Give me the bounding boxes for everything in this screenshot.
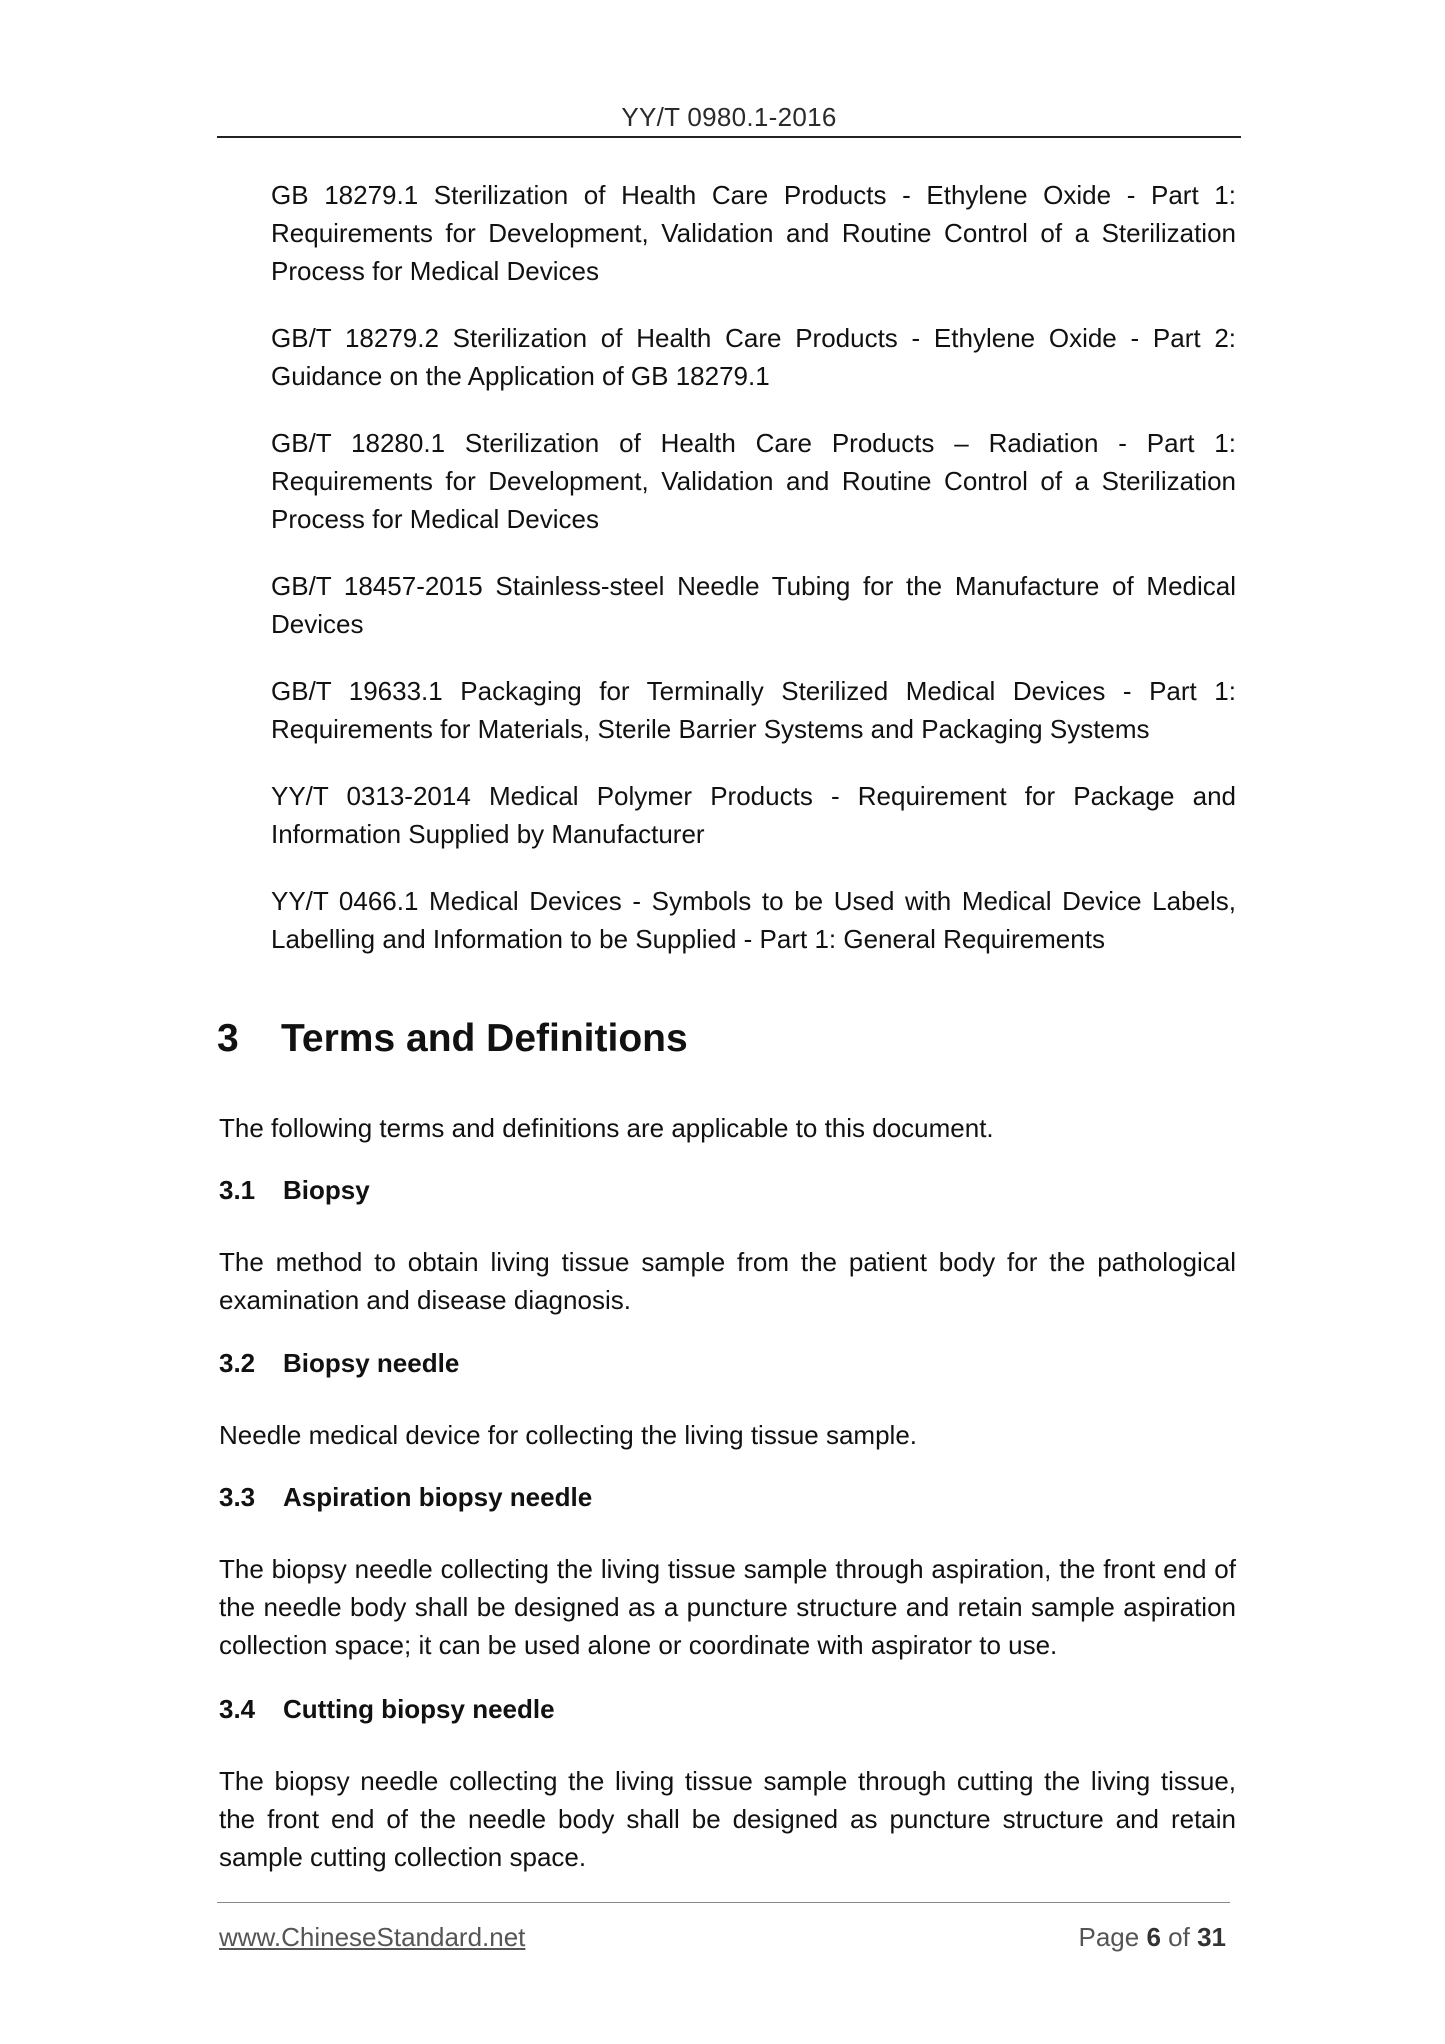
term-number: 3.1: [219, 1175, 256, 1205]
section-intro: The following terms and definitions are applicable to this document.: [219, 1113, 994, 1143]
reference-item: YY/T 0466.1 Medical Devices - Symbols to be Used with Medical Device Labels, Labelling and Information to be Supplied - Part 1: General Requirements: [271, 886, 1236, 954]
section-number: 3: [217, 1017, 239, 1060]
term-heading: [219, 1175, 370, 1206]
page-total: 31: [1197, 1922, 1226, 1952]
page-prefix: Page: [1078, 1922, 1140, 1952]
reference-item: GB/T 19633.1 Packaging for Terminally Sterilized Medical Devices - Part 1: Requirements for Materials, Sterile Barrier Systems and Packaging Systems: [271, 676, 1236, 744]
term-definition: The method to obtain living tissue sample from the patient body for the pathological examination and disease diagnosis.: [219, 1247, 1236, 1315]
reference-item: YY/T 0313-2014 Medical Polymer Products - Requirement for Package and Information Supplied by Manufacturer: [271, 781, 1236, 849]
term-heading: [219, 1348, 459, 1379]
page-of: of: [1168, 1922, 1190, 1952]
term-heading: [219, 1694, 555, 1725]
section-title: Terms and Definitions: [281, 1017, 688, 1060]
term-definition: The biopsy needle collecting the living tissue sample through cutting the living tissue, the front end of the needle body shall be designed as puncture structure and retain sample cutting collection space.: [219, 1766, 1236, 1872]
page-current: 6: [1146, 1922, 1161, 1952]
term-number: 3.4: [219, 1694, 256, 1724]
document-code-header: YY/T 0980.1-2016: [621, 102, 837, 132]
term-title: Aspiration biopsy needle: [283, 1482, 593, 1512]
term-title: Biopsy: [283, 1175, 370, 1205]
term-definition: The biopsy needle collecting the living tissue sample through aspiration, the front end of the needle body shall be designed as a puncture structure and retain sample aspiration collection space; it can be used alone or coordinate with aspirator to use.: [219, 1554, 1236, 1660]
website-link[interactable]: www.ChineseStandard.net: [219, 1922, 526, 1952]
term-title: Cutting biopsy needle: [283, 1694, 555, 1724]
header-divider: [217, 136, 1241, 138]
reference-item: GB/T 18457-2015 Stainless-steel Needle Tubing for the Manufacture of Medical Devices: [271, 571, 1236, 639]
term-title: Biopsy needle: [283, 1348, 460, 1378]
term-heading: [219, 1482, 592, 1513]
normative-references-list: [271, 176, 1236, 987]
reference-item: GB/T 18279.2 Sterilization of Health Care Products - Ethylene Oxide - Part 2: Guidance on the Application of GB 18279.1: [271, 323, 1236, 391]
reference-item: GB/T 18280.1 Sterilization of Health Care Products – Radiation - Part 1: Requirements for Development, Validation and Routine Control of a Sterilization Process for Medical Devices: [271, 428, 1236, 534]
reference-item: GB 18279.1 Sterilization of Health Care Products - Ethylene Oxide - Part 1: Requirements for Development, Validation and Routine Control of a Sterilization Process for Medical Devices: [271, 180, 1236, 286]
term-number: 3.2: [219, 1348, 256, 1378]
page-number: [1078, 1922, 1226, 1953]
term-number: 3.3: [219, 1482, 256, 1512]
section-heading: [217, 1017, 688, 1061]
footer-divider: [217, 1902, 1230, 1903]
term-definition: Needle medical device for collecting the living tissue sample.: [219, 1420, 918, 1450]
